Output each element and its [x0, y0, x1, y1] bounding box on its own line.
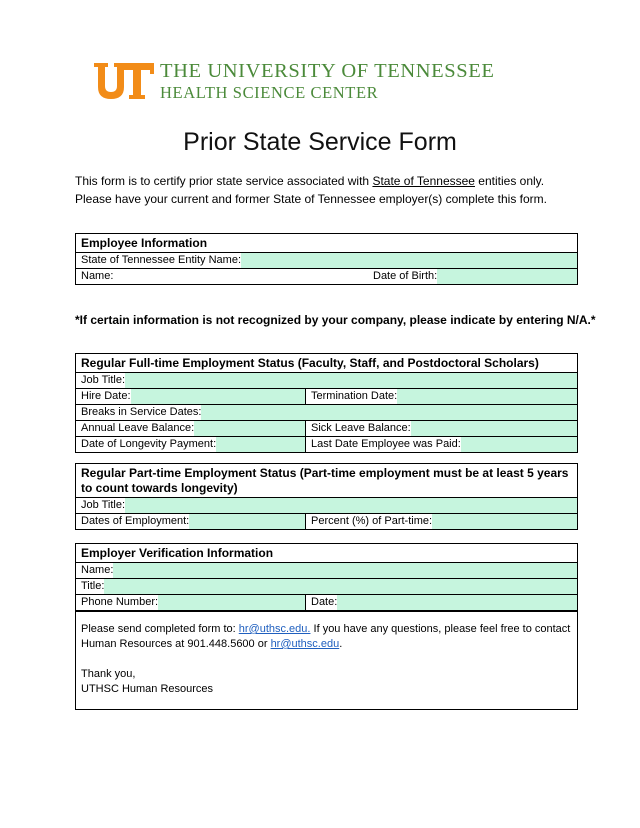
intro-line1-pre: This form is to certify prior state service associated with — [75, 174, 373, 188]
ft-job-title-field[interactable] — [125, 373, 577, 388]
date-field[interactable] — [337, 595, 577, 610]
termination-date-field[interactable] — [397, 389, 577, 404]
dob-field[interactable] — [437, 269, 577, 284]
last-paid-field[interactable] — [461, 437, 577, 452]
employment-dates-label: Dates of Employment: — [81, 515, 190, 527]
logo-line2: HEALTH SCIENCE CENTER — [160, 83, 379, 102]
hr-email-link-2[interactable]: hr@uthsc.edu — [270, 638, 340, 650]
annual-leave-field[interactable] — [194, 421, 305, 436]
phone-label: Phone Number: — [81, 596, 159, 608]
submission-message — [76, 611, 577, 709]
intro-state-link: State of Tennessee — [372, 174, 475, 188]
phone-field[interactable] — [158, 595, 305, 610]
entity-name-field[interactable] — [241, 253, 577, 268]
last-paid-label: Last Date Employee was Paid: — [311, 438, 461, 450]
parttime-header: Regular Part-time Employment Status (Part-time employment must be at least 5 years to count towards longevity) — [76, 464, 577, 498]
pt-job-title-field[interactable] — [125, 498, 577, 513]
employer-header: Employer Verification Information — [76, 544, 577, 563]
ft-job-title-label: Job Title: — [81, 374, 126, 386]
intro-line2: Please have your current and former State of Tennessee employer(s) complete this form. — [75, 192, 548, 206]
hr-email-link-1[interactable]: hr@uthsc.edu. — [238, 623, 311, 635]
sick-leave-field[interactable] — [411, 421, 577, 436]
employer-title-field[interactable] — [104, 579, 577, 594]
longevity-label: Date of Longevity Payment: — [81, 438, 217, 450]
date-label: Date: — [311, 596, 338, 608]
parttime-percent-field[interactable] — [432, 514, 577, 529]
page-title: Prior State Service Form — [183, 128, 457, 156]
parttime-percent-label: Percent (%) of Part-time: — [311, 515, 433, 527]
termination-date-label: Termination Date: — [311, 390, 398, 402]
fulltime-section — [75, 353, 578, 453]
employee-info-header: Employee Information — [76, 234, 577, 253]
employer-name-label: Name: — [81, 564, 114, 576]
employer-section — [75, 543, 578, 710]
employee-name-field[interactable] — [113, 269, 368, 284]
msg-pre: Please send completed form to: — [81, 623, 239, 635]
hire-date-field[interactable] — [131, 389, 305, 404]
sick-leave-label: Sick Leave Balance: — [311, 422, 411, 434]
thanks-text: Thank you, — [81, 668, 136, 680]
signature-text: UTHSC Human Resources — [81, 683, 214, 695]
breaks-label: Breaks in Service Dates: — [81, 406, 202, 418]
msg-mid: If you have any questions, please feel free to contact Human Resources at 901.448.5600 or — [81, 623, 571, 650]
pt-job-title-label: Job Title: — [81, 499, 126, 511]
breaks-field[interactable] — [201, 405, 577, 420]
longevity-field[interactable] — [216, 437, 305, 452]
annual-leave-label: Annual Leave Balance: — [81, 422, 195, 434]
employment-dates-field[interactable] — [189, 514, 305, 529]
dob-label: Date of Birth: — [373, 270, 438, 282]
uthsc-logo — [93, 60, 553, 104]
employer-name-field[interactable] — [113, 563, 577, 578]
ut-logo-icon — [93, 62, 155, 100]
intro-line1-post: entities only. — [474, 174, 545, 188]
employer-title-label: Title: — [81, 580, 105, 592]
employee-name-label: Name: — [81, 270, 114, 282]
intro-text — [75, 172, 575, 208]
msg-post: . — [339, 638, 343, 650]
entity-name-label: State of Tennessee Entity Name: — [81, 254, 241, 266]
parttime-section — [75, 463, 578, 530]
na-note: *If certain information is not recognized by your company, please indicate by entering N/A.* — [75, 313, 596, 327]
employee-info-section — [75, 233, 578, 285]
hire-date-label: Hire Date: — [81, 390, 131, 402]
fulltime-header: Regular Full-time Employment Status (Faculty, Staff, and Postdoctoral Scholars) — [76, 354, 577, 373]
logo-line1: THE UNIVERSITY OF TENNESSEE — [160, 60, 495, 82]
